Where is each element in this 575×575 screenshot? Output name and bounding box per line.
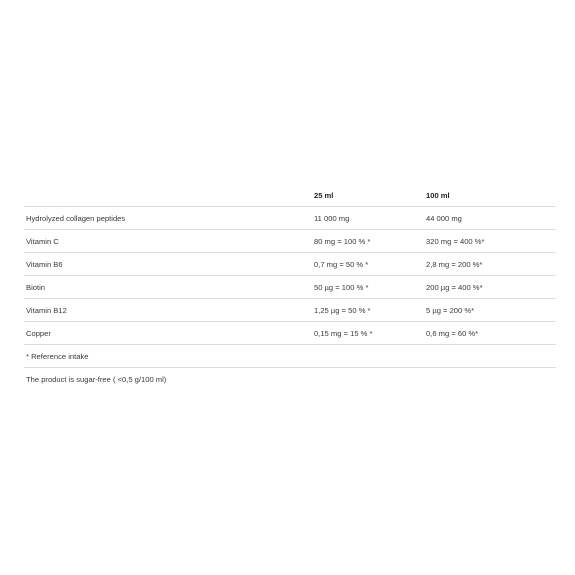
table-row [24,276,556,299]
amount-25ml: 11 000 mg [312,207,424,230]
column-header-nutrient [24,184,312,207]
table-row [24,322,556,345]
column-header-25ml: 25 ml [312,184,424,207]
nutrient-name: Vitamin B12 [24,299,312,322]
nutrition-table [24,184,556,390]
amount-100ml: 0,6 mg = 60 %* [424,322,556,345]
amount-25ml: 0,15 mg = 15 % * [312,322,424,345]
nutrient-name: Vitamin C [24,230,312,253]
column-header-100ml: 100 ml [424,184,556,207]
amount-100ml: 5 µg = 200 %* [424,299,556,322]
nutrient-name: Biotin [24,276,312,299]
reference-intake-note: * Reference intake [24,345,556,368]
amount-100ml: 2,8 mg = 200 %* [424,253,556,276]
reference-intake-note-row [24,345,556,368]
table-row [24,230,556,253]
nutrient-name: Hydrolyzed collagen peptides [24,207,312,230]
sugar-free-note-row [24,368,556,391]
amount-25ml: 80 mg = 100 % * [312,230,424,253]
table-row [24,253,556,276]
amount-25ml: 0,7 mg = 50 % * [312,253,424,276]
table-header-row [24,184,556,207]
sugar-free-note: The product is sugar-free ( <0,5 g/100 ml) [26,374,167,384]
amount-25ml: 1,25 µg = 50 % * [312,299,424,322]
amount-100ml: 44 000 mg [424,207,556,230]
table-row [24,299,556,322]
amount-100ml: 320 mg = 400 %* [424,230,556,253]
amount-100ml: 200 µg = 400 %* [424,276,556,299]
amount-25ml: 50 µg = 100 % * [312,276,424,299]
nutrient-name: Vitamin B6 [24,253,312,276]
table-row [24,207,556,230]
nutrient-name: Copper [24,322,312,345]
